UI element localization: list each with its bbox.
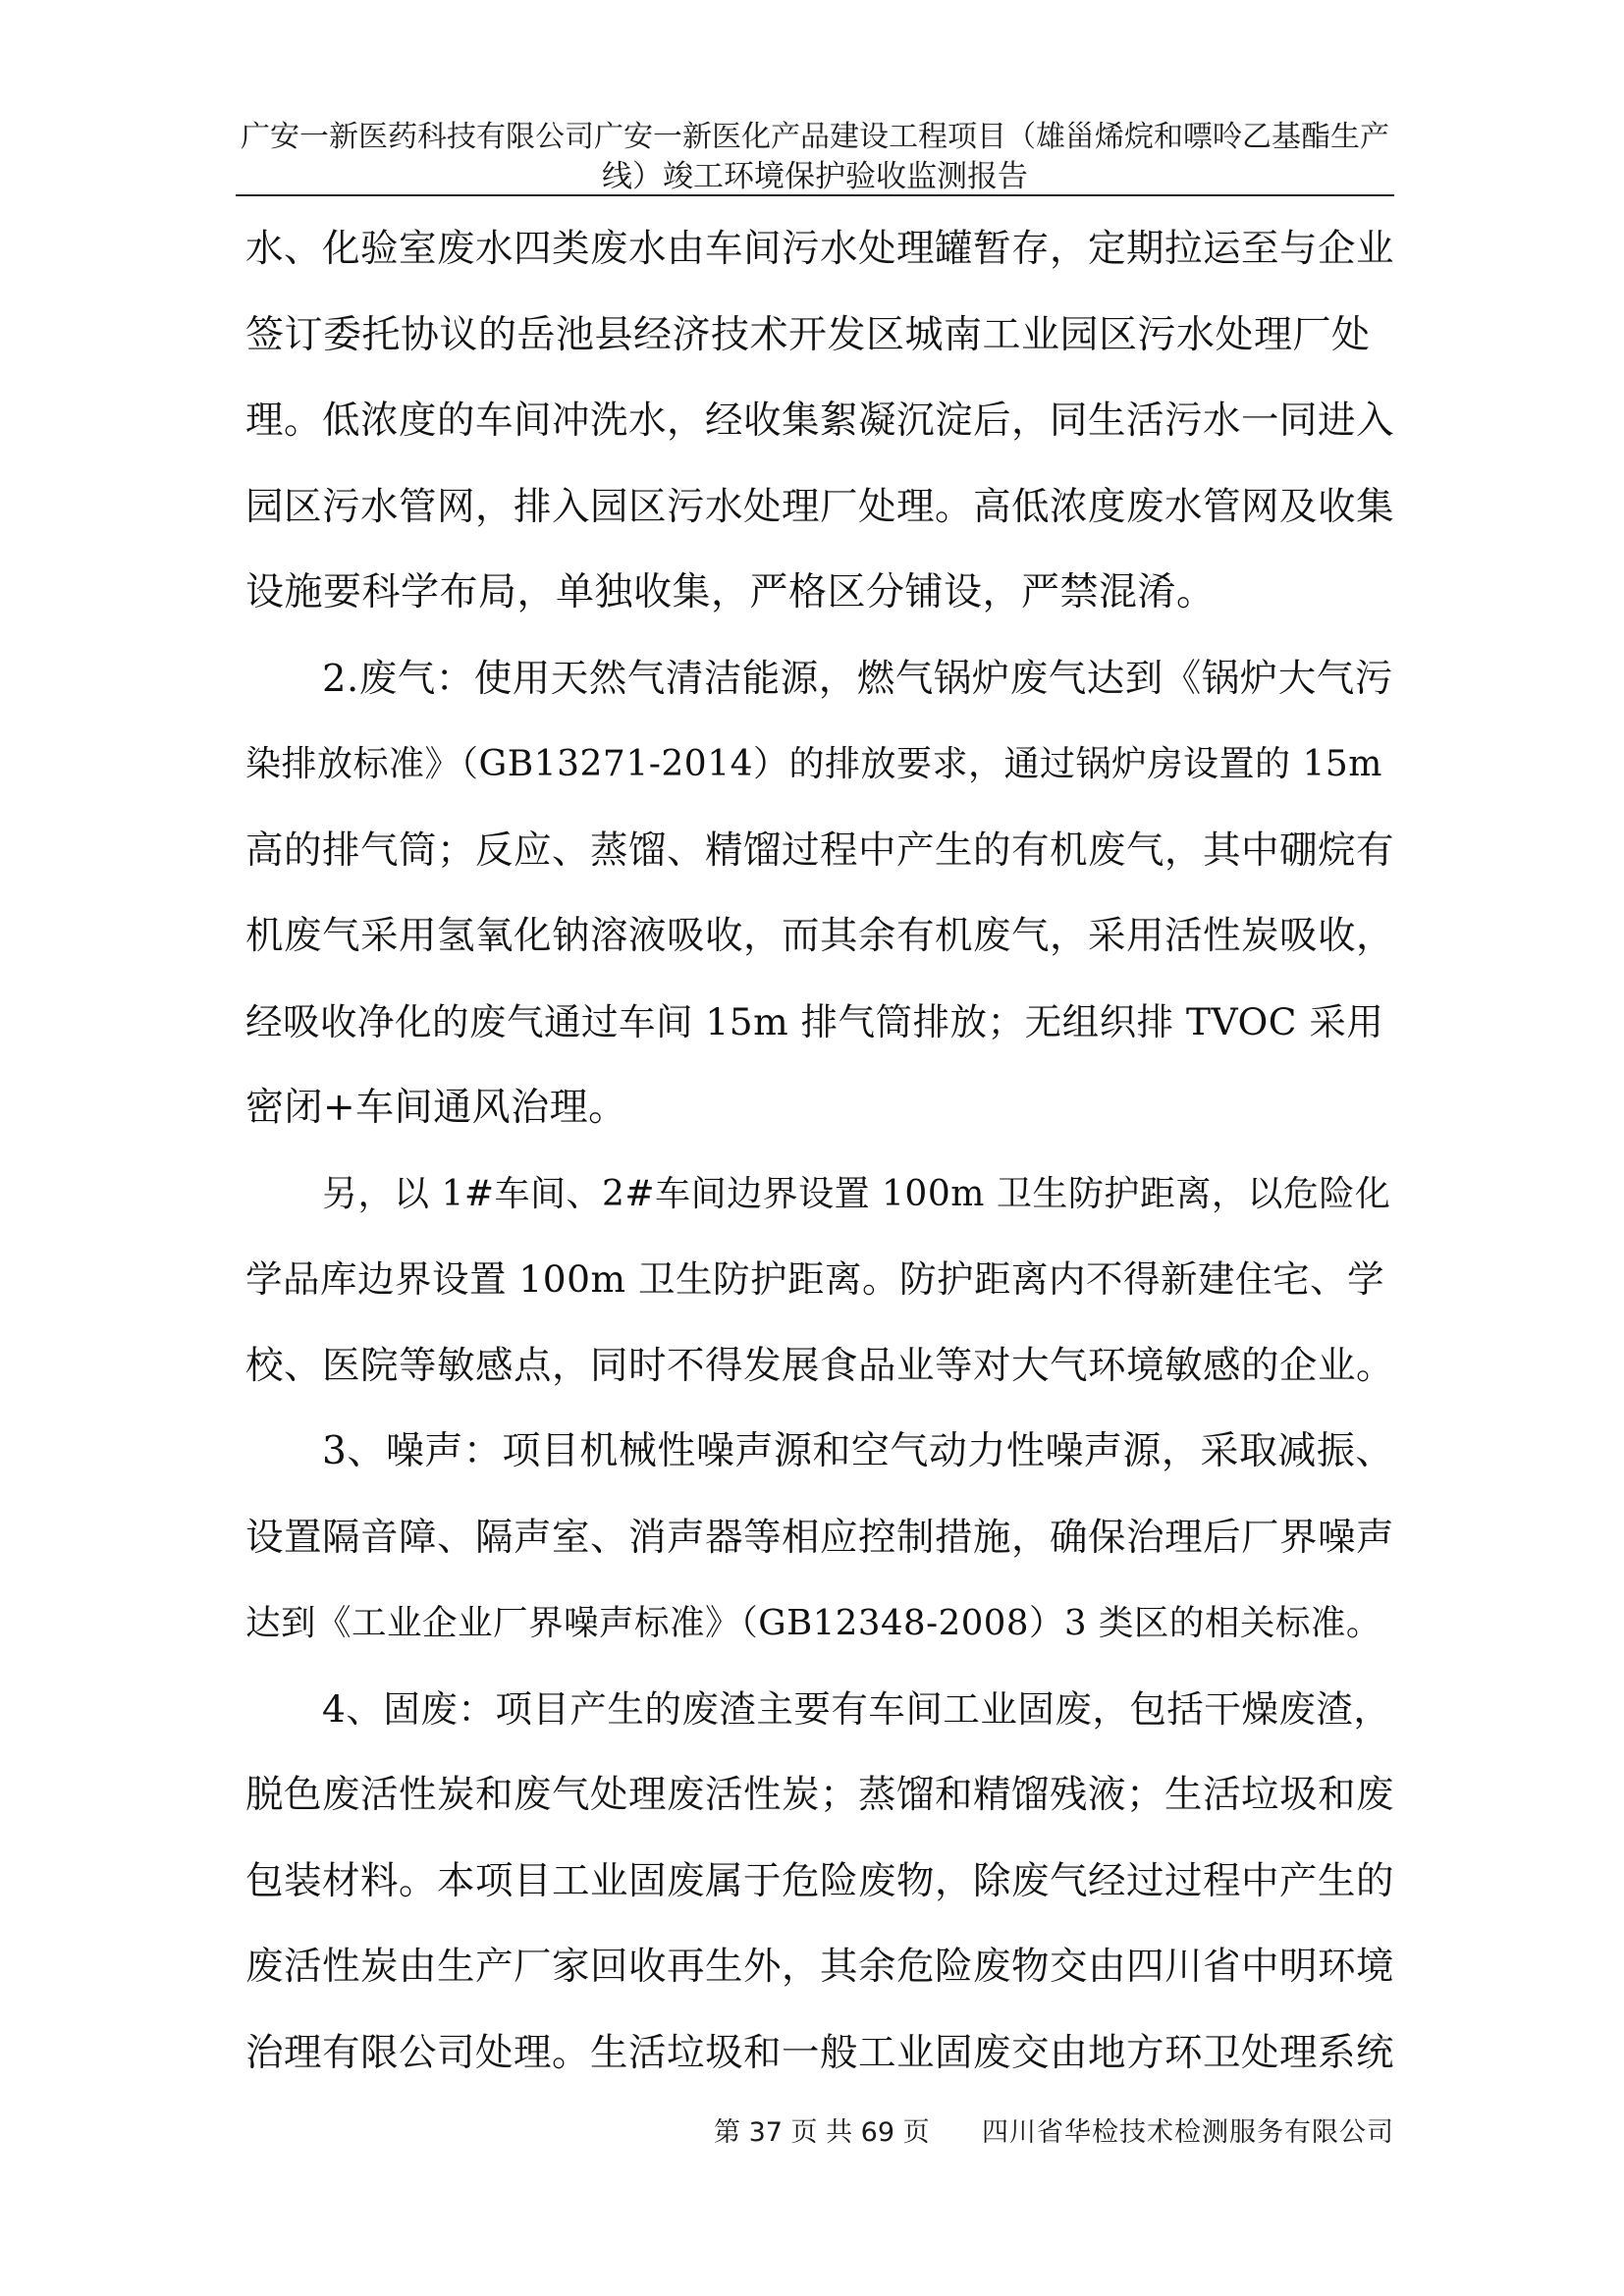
body-text-line: 设施要科学布局，单独收集，严格区分铺设，严禁混淆。 <box>245 570 1216 614</box>
body-text-line: 园区污水管网，排入园区污水处理厂处理。高低浓度废水管网及收集 <box>245 484 1395 529</box>
body-text-line: 脱色废活性炭和废气处理废活性炭；蒸馏和精馏残液；生活垃圾和废 <box>245 1773 1395 1817</box>
body-text <box>245 206 1394 2096</box>
body-text-line: 签订委托协议的岳池县经济技术开发区城南工业园区污水处理厂处 <box>245 312 1371 357</box>
body-text-line: 治理有限公司处理。生活垃圾和一般工业固废交由地方环卫处理系统 <box>245 2030 1395 2075</box>
body-text-line: 校、医院等敏感点，同时不得发展食品业等对大气环境敏感的企业。 <box>245 1343 1395 1388</box>
page-footer <box>687 2113 1394 2153</box>
body-text-line: 设置隔音障、隔声室、消声器等相应控制措施，确保治理后厂界噪声 <box>245 1515 1395 1560</box>
page-header <box>236 118 1394 196</box>
body-text-line: 2.废气：使用天然气清洁能源，燃气锅炉废气达到《锅炉大气污 <box>322 656 1393 701</box>
body-text-line: 达到《工业企业厂界噪声标准》（GB12348-2008）3 类区的相关标准。 <box>245 1603 1381 1643</box>
body-text-line: 包装材料。本项目工业固废属于危险废物，除废气经过过程中产生的 <box>245 1858 1395 1903</box>
body-text-line: 理。低浓度的车间冲洗水，经收集絮凝沉淀后，同生活污水一同进入 <box>245 399 1395 443</box>
body-text-line: 废活性炭由生产厂家回收再生外，其余危险废物交由四川省中明环境 <box>245 1945 1395 1989</box>
body-text-line: 4、固废：项目产生的废渣主要有车间工业固废，包括干燥废渣， <box>322 1686 1391 1731</box>
body-text-line: 经吸收净化的废气通过车间 15m 排气筒排放；无组织排 TVOC 采用 <box>245 999 1384 1043</box>
body-text-line: 高的排气筒；反应、蒸馏、精馏过程中产生的有机废气，其中硼烷有 <box>245 828 1395 873</box>
body-text-line: 3、噪声：项目机械性噪声源和空气动力性噪声源，采取减振、 <box>322 1429 1394 1473</box>
body-text-line: 另，以 1#车间、2#车间边界设置 100m 卫生防护距离，以危险化 <box>322 1173 1391 1214</box>
footer-company-name: 四川省华检技术检测服务有限公司 <box>982 2117 1394 2148</box>
header-title-line-1: 广安一新医药科技有限公司广安一新医化产品建设工程项目（雄甾烯烷和嘌呤乙基酯生产 <box>241 120 1389 154</box>
header-divider <box>236 194 1394 196</box>
body-text-line: 学品库边界设置 100m 卫生防护距离。防护距离内不得新建住宅、学 <box>245 1257 1384 1301</box>
body-text-line: 染排放标准》（GB13271-2014）的排放要求，通过锅炉房设置的 15m <box>245 744 1382 784</box>
body-text-line: 密闭+车间通风治理。 <box>245 1086 627 1130</box>
body-text-line: 水、化验室废水四类废水由车间污水处理罐暂存，定期拉运至与企业 <box>245 227 1395 271</box>
page-number: 第 37 页 共 69 页 <box>714 2117 930 2148</box>
body-text-line: 机废气采用氢氧化钠溶液吸收，而其余有机废气，采用活性炭吸收， <box>245 914 1395 958</box>
header-title-line-2: 线）竣工环境保护验收监测报告 <box>602 159 1028 194</box>
